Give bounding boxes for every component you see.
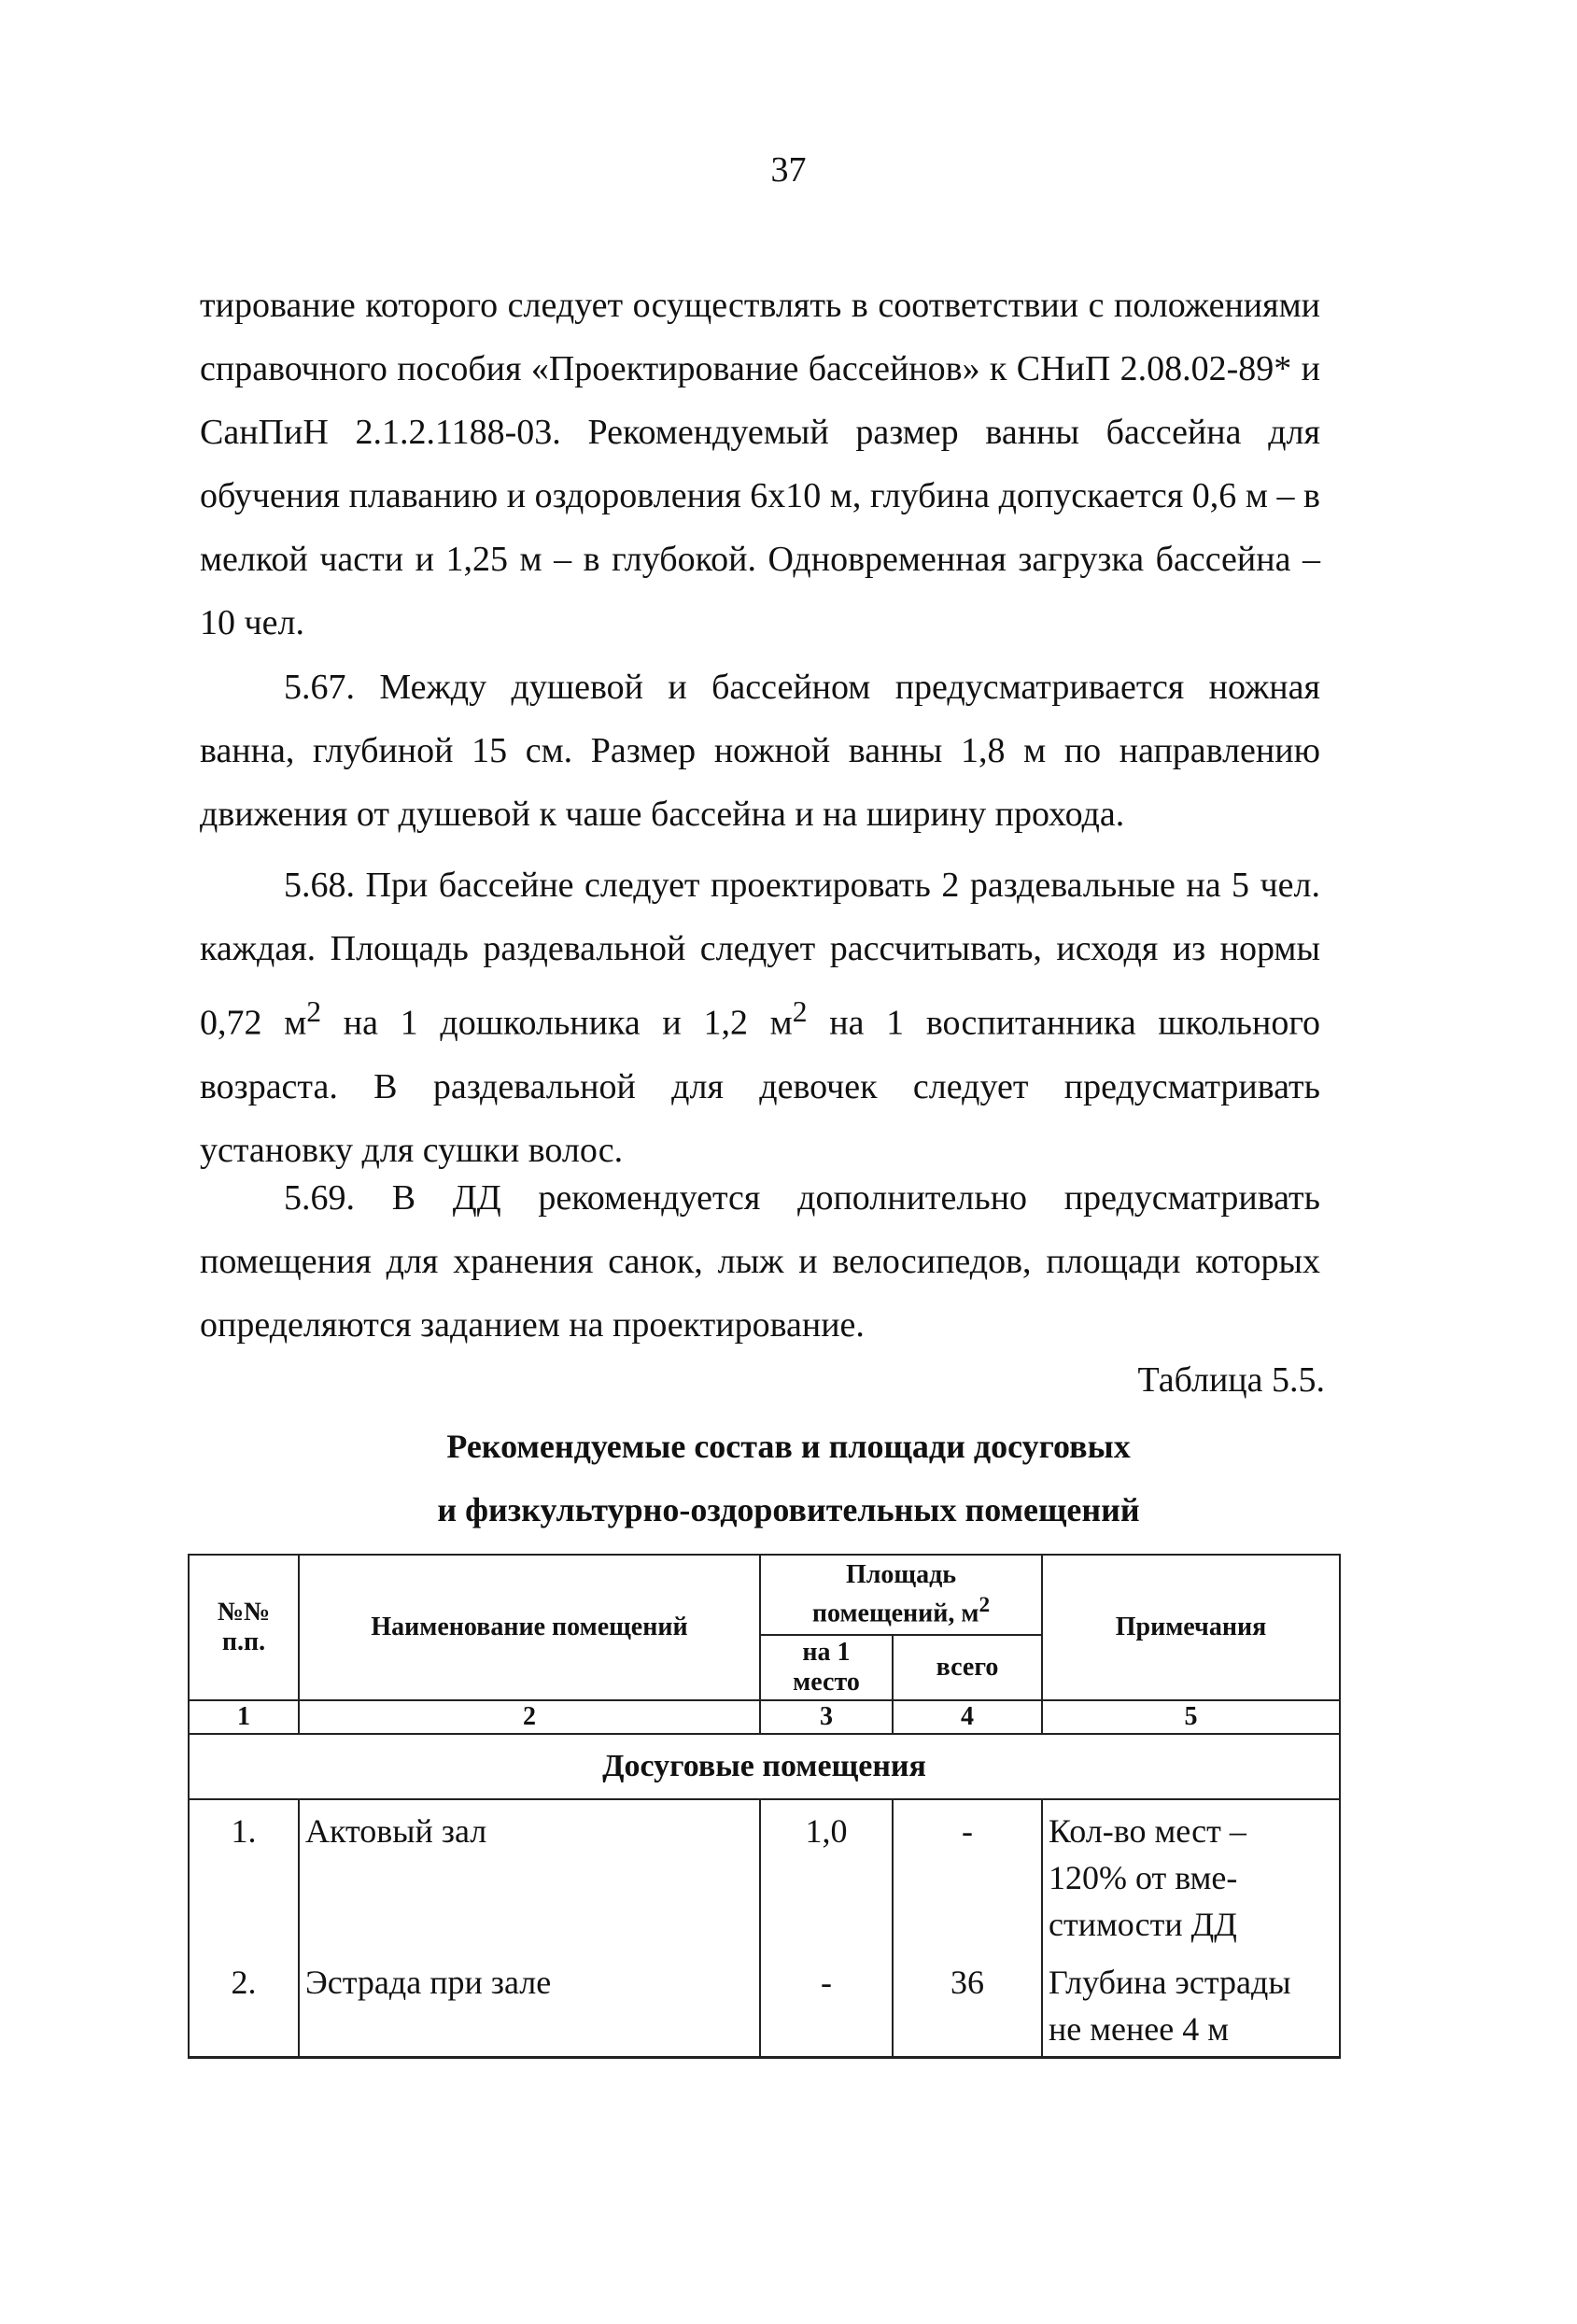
column-number: 4 [893,1700,1042,1734]
row-per-place: 1,0 [760,1799,893,1951]
paragraph-5-69 [200,1164,1320,1357]
paragraph-text [200,853,1320,1182]
header-text: на 1 [802,1638,851,1667]
table-label: Таблица 5.5. [1137,1360,1325,1400]
column-number: 3 [760,1700,893,1734]
note-line: стимости ДД [1049,1906,1237,1943]
header-area [760,1555,1042,1635]
note-line: Глубина эстрады [1049,1964,1291,2001]
header-total: всего [893,1635,1042,1700]
section-row [189,1734,1340,1799]
paragraph-text: тирование которого следует осуществлять в соответствии с положениями справочного пособия «Проектирование бассейнов» к СНиП 2.08.02-89* и СанПиН 2.1.2.1188-03. Рекомендуемый размер ванны бассейна для обучения плаванию и оздоровления 6x10 м, глубина допускается 0,6 м – в мелкой части и 1,25 м – в глубокой. Одновременная загрузка бассейна – 10 чел. [200,286,1320,642]
column-number: 1 [189,1700,299,1734]
header-notes: Примечания [1042,1555,1340,1700]
table-title-line: Рекомендуемые состав и площади досуговых [446,1428,1131,1465]
header-name: Наименование помещений [299,1555,760,1700]
paragraph-continuation [200,274,1320,655]
note-line: не менее 4 м [1049,2010,1230,2048]
column-number: 2 [299,1700,760,1734]
superscript: 2 [979,1593,991,1618]
row-total: 36 [893,1951,1042,2058]
paragraph-text: 5.69. В ДД рекомендуется дополнительно предусматривать помещения для хранения санок, лыж и велосипедов, площади которых определяются заданием на проектирование. [200,1178,1320,1345]
table-row [189,1951,1340,2058]
column-number: 5 [1042,1700,1340,1734]
row-note [1042,1951,1340,2058]
page-number: 37 [770,150,807,190]
header-text: №№ [217,1598,271,1627]
superscript: 2 [792,995,808,1028]
note-line: 120% от вме- [1049,1859,1238,1896]
header-text: помещений, м [811,1599,979,1628]
header-per-place [760,1635,893,1700]
superscript: 2 [306,995,322,1028]
paragraph-5-67 [200,654,1320,846]
text-run: 5.68. При бассейне следует проектировать 2 раздевальные на 5 чел. каждая. Площадь раздевальной следует рассчитывать, исходя из нормы 0,72 м [200,866,1320,1043]
note-line: Кол-во мест – [1049,1812,1246,1850]
row-name: Актовый зал [299,1799,760,1951]
column-number-row [189,1700,1340,1734]
table-title-line: и физкультурно-оздоровительных помещений [437,1491,1140,1528]
row-number: 1. [189,1799,299,1951]
table-row [189,1799,1340,1951]
row-note [1042,1799,1340,1951]
header-text: место [793,1668,860,1697]
table-header-row [189,1555,1340,1635]
text-run: на 1 дошкольника и 1,2 м [321,1003,793,1043]
header-text: п.п. [221,1627,266,1656]
paragraph-5-68 [200,852,1320,1182]
row-per-place: - [760,1951,893,2058]
table-title [0,1415,1577,1542]
text-run: на 1 воспитанника школьного возраста. В раздевальной для девочек следует предусматривать установку для сушки волос. [200,1003,1320,1170]
paragraph-text: 5.67. Между душевой и бассейном предусматривается ножная ванна, глубиной 15 см. Размер ножной ванны 1,8 м по направлению движения от душевой к чаше бассейна и на ширину прохода. [200,668,1320,834]
row-name: Эстрада при зале [299,1951,760,2058]
row-total: - [893,1799,1042,1951]
rooms-table [188,1554,1341,2059]
header-text: Площадь [845,1560,957,1590]
row-number: 2. [189,1951,299,2058]
section-title: Досуговые помещения [189,1734,1340,1799]
header-number [189,1555,299,1700]
